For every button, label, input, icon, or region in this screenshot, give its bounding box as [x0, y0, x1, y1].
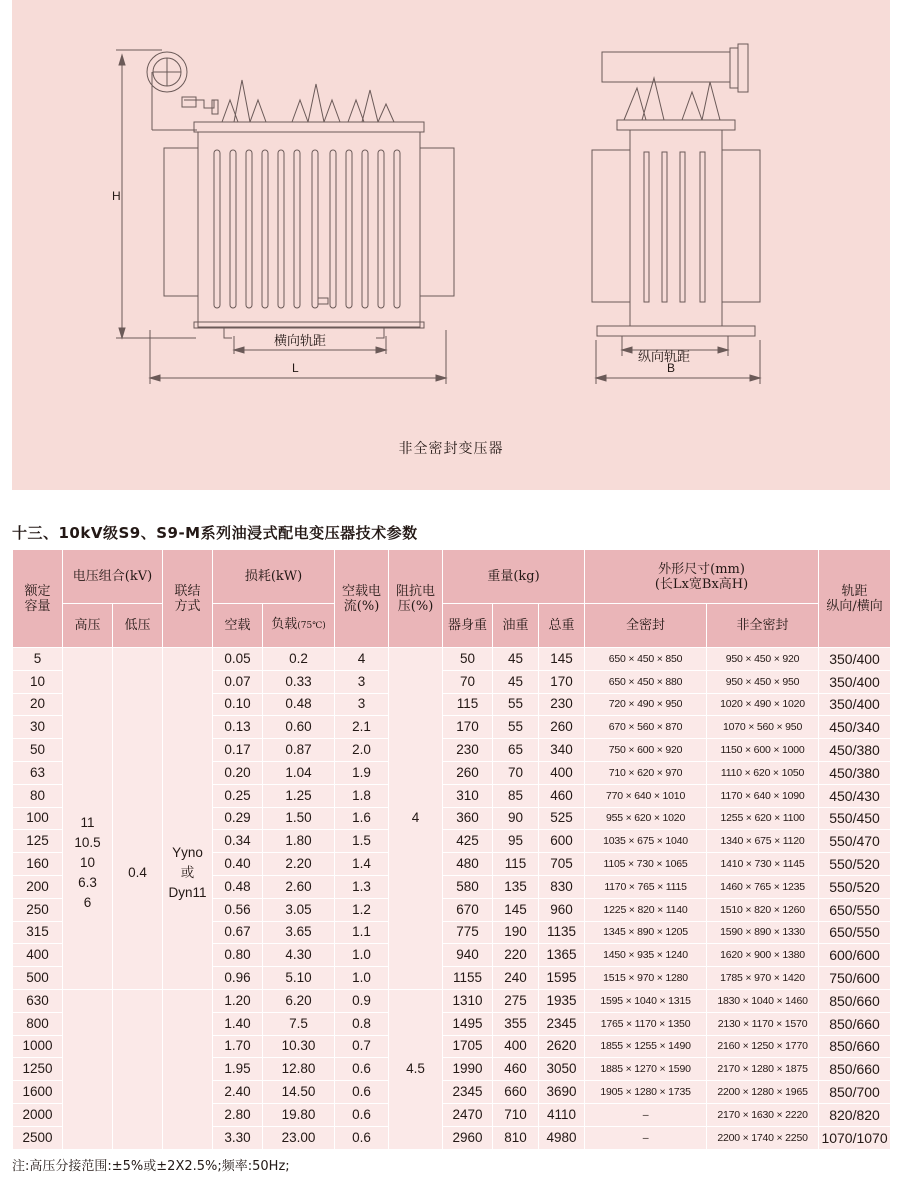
cell-fully-sealed-dim: 1450 × 935 × 1240 — [585, 944, 707, 967]
transformer-drawing — [12, 0, 890, 490]
cell-oil-weight: 810 — [493, 1126, 539, 1149]
cell-impedance: 4 — [389, 648, 443, 990]
cell-capacity: 20 — [13, 693, 63, 716]
cell-oil-weight: 400 — [493, 1035, 539, 1058]
header-fully-sealed: 全密封 — [585, 604, 707, 648]
cell-no-load-current: 1.8 — [335, 784, 389, 807]
cell-no-load-current: 0.8 — [335, 1012, 389, 1035]
cell-no-load-current: 1.3 — [335, 875, 389, 898]
cell-oil-weight: 355 — [493, 1012, 539, 1035]
cell-track: 450/380 — [819, 761, 891, 784]
cell-body-weight: 670 — [443, 898, 493, 921]
cell-total-weight: 1935 — [539, 989, 585, 1012]
cell-fully-sealed-dim: 955 × 620 × 1020 — [585, 807, 707, 830]
hv-value: 10 — [79, 855, 96, 871]
table-body — [13, 648, 891, 1150]
cell-oil-weight: 115 — [493, 853, 539, 876]
cell-load-loss: 4.30 — [263, 944, 335, 967]
header-load-temp: (75℃) — [297, 621, 326, 631]
cell-hv-blank — [63, 989, 113, 1149]
cell-capacity: 10 — [13, 670, 63, 693]
cell-non-sealed-dim: 1150 × 600 × 1000 — [707, 739, 819, 762]
cell-fully-sealed-dim: – — [585, 1126, 707, 1149]
cell-no-load-current: 0.6 — [335, 1081, 389, 1104]
cell-no-load-loss: 0.80 — [213, 944, 263, 967]
cell-total-weight: 830 — [539, 875, 585, 898]
cell-capacity: 315 — [13, 921, 63, 944]
cell-track: 450/340 — [819, 716, 891, 739]
cell-total-weight: 400 — [539, 761, 585, 784]
cell-track: 600/600 — [819, 944, 891, 967]
cell-oil-weight: 135 — [493, 875, 539, 898]
cell-fully-sealed-dim: 1855 × 1255 × 1490 — [585, 1035, 707, 1058]
cell-track: 650/550 — [819, 921, 891, 944]
cell-body-weight: 480 — [443, 853, 493, 876]
cell-load-loss: 3.65 — [263, 921, 335, 944]
cell-no-load-current: 1.0 — [335, 944, 389, 967]
cell-non-sealed-dim: 2200 × 1740 × 2250 — [707, 1126, 819, 1149]
cell-track: 850/700 — [819, 1081, 891, 1104]
cell-fully-sealed-dim: 1885 × 1270 × 1590 — [585, 1058, 707, 1081]
cell-capacity: 800 — [13, 1012, 63, 1035]
cell-non-sealed-dim: 1590 × 890 × 1330 — [707, 921, 819, 944]
cell-non-sealed-dim: 2170 × 1630 × 2220 — [707, 1103, 819, 1126]
cell-body-weight: 775 — [443, 921, 493, 944]
cell-no-load-current: 3 — [335, 670, 389, 693]
cell-oil-weight: 460 — [493, 1058, 539, 1081]
cell-fully-sealed-dim: 710 × 620 × 970 — [585, 761, 707, 784]
cell-no-load-loss: 0.56 — [213, 898, 263, 921]
cell-body-weight: 70 — [443, 670, 493, 693]
cell-total-weight: 1595 — [539, 967, 585, 990]
cell-oil-weight: 240 — [493, 967, 539, 990]
cell-total-weight: 4980 — [539, 1126, 585, 1149]
header-track-title: 轨距 — [841, 583, 868, 599]
cell-track: 650/550 — [819, 898, 891, 921]
cell-total-weight: 3690 — [539, 1081, 585, 1104]
cell-no-load-loss: 0.48 — [213, 875, 263, 898]
cell-no-load-loss: 0.25 — [213, 784, 263, 807]
cell-fully-sealed-dim: 1105 × 730 × 1065 — [585, 853, 707, 876]
cell-body-weight: 940 — [443, 944, 493, 967]
cell-total-weight: 2620 — [539, 1035, 585, 1058]
cell-fully-sealed-dim: 750 × 600 × 920 — [585, 739, 707, 762]
cell-load-loss: 5.10 — [263, 967, 335, 990]
connection-value: 或 — [180, 865, 195, 881]
cell-capacity: 2000 — [13, 1103, 63, 1126]
cell-no-load-loss: 0.96 — [213, 967, 263, 990]
header-track-sub: 纵向/横向 — [826, 598, 883, 614]
cell-capacity: 160 — [13, 853, 63, 876]
cell-no-load-loss: 1.95 — [213, 1058, 263, 1081]
cell-oil-weight: 65 — [493, 739, 539, 762]
cell-track: 350/400 — [819, 670, 891, 693]
cell-non-sealed-dim: 1110 × 620 × 1050 — [707, 761, 819, 784]
cell-track: 450/430 — [819, 784, 891, 807]
cell-fully-sealed-dim: 720 × 490 × 950 — [585, 693, 707, 716]
cell-no-load-loss: 0.34 — [213, 830, 263, 853]
cell-track: 850/660 — [819, 1012, 891, 1035]
cell-oil-weight: 55 — [493, 716, 539, 739]
header-no-load-current: 空载电流(%) — [335, 550, 389, 648]
cell-no-load-current: 0.7 — [335, 1035, 389, 1058]
cell-total-weight: 340 — [539, 739, 585, 762]
cell-no-load-current: 1.9 — [335, 761, 389, 784]
cell-fully-sealed-dim: – — [585, 1103, 707, 1126]
cell-connection-blank — [163, 989, 213, 1149]
header-hv: 高压 — [63, 604, 113, 648]
cell-oil-weight: 95 — [493, 830, 539, 853]
cell-body-weight: 1990 — [443, 1058, 493, 1081]
cell-capacity: 500 — [13, 967, 63, 990]
cell-oil-weight: 90 — [493, 807, 539, 830]
cell-total-weight: 170 — [539, 670, 585, 693]
header-no-load: 空载 — [213, 604, 263, 648]
cell-connection — [163, 648, 213, 990]
cell-capacity: 63 — [13, 761, 63, 784]
header-load — [263, 604, 335, 648]
cell-fully-sealed-dim: 650 × 450 × 850 — [585, 648, 707, 671]
header-non-sealed: 非全密封 — [707, 604, 819, 648]
cell-track: 850/660 — [819, 1035, 891, 1058]
cell-total-weight: 460 — [539, 784, 585, 807]
cell-no-load-loss: 0.13 — [213, 716, 263, 739]
cell-oil-weight: 45 — [493, 670, 539, 693]
cell-body-weight: 1705 — [443, 1035, 493, 1058]
cell-no-load-current: 1.5 — [335, 830, 389, 853]
cell-capacity: 80 — [13, 784, 63, 807]
header-load-label: 负载 — [271, 617, 298, 632]
hv-value: 6 — [83, 895, 92, 911]
cell-no-load-current: 1.2 — [335, 898, 389, 921]
spec-table — [12, 549, 891, 1150]
cell-track: 350/400 — [819, 693, 891, 716]
cell-body-weight: 2960 — [443, 1126, 493, 1149]
table-header — [13, 550, 891, 648]
cell-oil-weight: 710 — [493, 1103, 539, 1126]
cell-non-sealed-dim: 2200 × 1280 × 1965 — [707, 1081, 819, 1104]
cell-non-sealed-dim: 1020 × 490 × 1020 — [707, 693, 819, 716]
header-voltage-combo: 电压组合(kV) — [63, 550, 163, 604]
cell-load-loss: 0.48 — [263, 693, 335, 716]
cell-body-weight: 230 — [443, 739, 493, 762]
cell-track: 850/660 — [819, 989, 891, 1012]
transformer-diagram — [12, 0, 890, 490]
cell-oil-weight: 190 — [493, 921, 539, 944]
cell-body-weight: 1310 — [443, 989, 493, 1012]
cell-capacity: 400 — [13, 944, 63, 967]
cell-lv-value: 0.4 — [113, 648, 163, 990]
connection-value: Dyn11 — [168, 885, 207, 901]
cell-total-weight: 705 — [539, 853, 585, 876]
cell-load-loss: 6.20 — [263, 989, 335, 1012]
cell-fully-sealed-dim: 1515 × 970 × 1280 — [585, 967, 707, 990]
cell-body-weight: 425 — [443, 830, 493, 853]
cell-track: 450/380 — [819, 739, 891, 762]
cell-no-load-current: 1.0 — [335, 967, 389, 990]
cell-load-loss: 2.20 — [263, 853, 335, 876]
cell-body-weight: 310 — [443, 784, 493, 807]
cell-no-load-loss: 2.80 — [213, 1103, 263, 1126]
label-horizontal-track: 横向轨距 — [274, 334, 327, 349]
cell-no-load-loss: 3.30 — [213, 1126, 263, 1149]
cell-no-load-current: 3 — [335, 693, 389, 716]
cell-no-load-current: 1.1 — [335, 921, 389, 944]
cell-no-load-current: 1.4 — [335, 853, 389, 876]
cell-no-load-current: 0.9 — [335, 989, 389, 1012]
header-body-weight: 器身重 — [443, 604, 493, 648]
cell-capacity: 100 — [13, 807, 63, 830]
cell-no-load-current: 2.1 — [335, 716, 389, 739]
cell-non-sealed-dim: 1785 × 970 × 1420 — [707, 967, 819, 990]
hv-value: 11 — [80, 815, 95, 831]
cell-capacity: 1250 — [13, 1058, 63, 1081]
cell-no-load-current: 0.6 — [335, 1103, 389, 1126]
cell-non-sealed-dim: 2160 × 1250 × 1770 — [707, 1035, 819, 1058]
cell-lv-blank — [113, 989, 163, 1149]
cell-fully-sealed-dim: 670 × 560 × 870 — [585, 716, 707, 739]
cell-capacity: 2500 — [13, 1126, 63, 1149]
header-track — [819, 550, 891, 648]
cell-non-sealed-dim: 1410 × 730 × 1145 — [707, 853, 819, 876]
cell-fully-sealed-dim: 1345 × 890 × 1205 — [585, 921, 707, 944]
cell-capacity: 50 — [13, 739, 63, 762]
cell-oil-weight: 45 — [493, 648, 539, 671]
cell-no-load-loss: 0.05 — [213, 648, 263, 671]
cell-fully-sealed-dim: 1765 × 1170 × 1350 — [585, 1012, 707, 1035]
cell-oil-weight: 70 — [493, 761, 539, 784]
cell-oil-weight: 85 — [493, 784, 539, 807]
hv-value: 6.3 — [78, 875, 97, 891]
cell-non-sealed-dim: 1170 × 640 × 1090 — [707, 784, 819, 807]
cell-non-sealed-dim: 1255 × 620 × 1100 — [707, 807, 819, 830]
label-B: B — [667, 361, 676, 375]
cell-load-loss: 23.00 — [263, 1126, 335, 1149]
cell-load-loss: 1.50 — [263, 807, 335, 830]
header-connection: 联结方式 — [163, 550, 213, 648]
cell-fully-sealed-dim: 1035 × 675 × 1040 — [585, 830, 707, 853]
cell-non-sealed-dim: 2130 × 1170 × 1570 — [707, 1012, 819, 1035]
cell-load-loss: 7.5 — [263, 1012, 335, 1035]
cell-no-load-loss: 2.40 — [213, 1081, 263, 1104]
cell-no-load-loss: 1.40 — [213, 1012, 263, 1035]
cell-non-sealed-dim: 1830 × 1040 × 1460 — [707, 989, 819, 1012]
connection-value: Yyno — [172, 845, 203, 861]
cell-no-load-current: 1.6 — [335, 807, 389, 830]
cell-non-sealed-dim: 1620 × 900 × 1380 — [707, 944, 819, 967]
header-total-weight: 总重 — [539, 604, 585, 648]
header-dimensions-sub: (长Lx宽Bx高H) — [654, 576, 749, 592]
cell-track: 550/450 — [819, 807, 891, 830]
cell-load-loss: 19.80 — [263, 1103, 335, 1126]
cell-body-weight: 360 — [443, 807, 493, 830]
label-L: L — [292, 361, 299, 375]
cell-oil-weight: 55 — [493, 693, 539, 716]
label-H: H — [112, 189, 121, 203]
cell-fully-sealed-dim: 770 × 640 × 1010 — [585, 784, 707, 807]
cell-track: 1070/1070 — [819, 1126, 891, 1149]
cell-no-load-loss: 0.17 — [213, 739, 263, 762]
cell-non-sealed-dim: 2170 × 1280 × 1875 — [707, 1058, 819, 1081]
cell-capacity: 630 — [13, 989, 63, 1012]
page-title: 十三、10kV级S9、S9-M系列油浸式配电变压器技术参数 — [12, 524, 418, 542]
cell-non-sealed-dim: 1460 × 765 × 1235 — [707, 875, 819, 898]
cell-fully-sealed-dim: 1905 × 1280 × 1735 — [585, 1081, 707, 1104]
cell-no-load-loss: 0.07 — [213, 670, 263, 693]
cell-oil-weight: 145 — [493, 898, 539, 921]
cell-no-load-loss: 0.29 — [213, 807, 263, 830]
cell-oil-weight: 660 — [493, 1081, 539, 1104]
cell-total-weight: 1365 — [539, 944, 585, 967]
cell-track: 550/470 — [819, 830, 891, 853]
cell-total-weight: 960 — [539, 898, 585, 921]
cell-track: 350/400 — [819, 648, 891, 671]
cell-load-loss: 14.50 — [263, 1081, 335, 1104]
cell-load-loss: 1.25 — [263, 784, 335, 807]
cell-capacity: 250 — [13, 898, 63, 921]
cell-non-sealed-dim: 1510 × 820 × 1260 — [707, 898, 819, 921]
cell-total-weight: 260 — [539, 716, 585, 739]
cell-total-weight: 4110 — [539, 1103, 585, 1126]
cell-load-loss: 0.33 — [263, 670, 335, 693]
cell-no-load-current: 0.6 — [335, 1126, 389, 1149]
cell-capacity: 125 — [13, 830, 63, 853]
cell-fully-sealed-dim: 650 × 450 × 880 — [585, 670, 707, 693]
cell-non-sealed-dim: 1070 × 560 × 950 — [707, 716, 819, 739]
cell-fully-sealed-dim: 1595 × 1040 × 1315 — [585, 989, 707, 1012]
table-row — [13, 648, 891, 671]
cell-load-loss: 0.60 — [263, 716, 335, 739]
cell-no-load-loss: 0.20 — [213, 761, 263, 784]
footnote: 注:高压分接范围:±5%或±2X2.5%;频率:50Hz; — [12, 1159, 290, 1174]
header-lv: 低压 — [113, 604, 163, 648]
cell-no-load-loss: 0.10 — [213, 693, 263, 716]
diagram-caption: 非全密封变压器 — [398, 441, 504, 457]
cell-load-loss: 0.2 — [263, 648, 335, 671]
cell-oil-weight: 275 — [493, 989, 539, 1012]
cell-track: 820/820 — [819, 1103, 891, 1126]
cell-total-weight: 145 — [539, 648, 585, 671]
cell-track: 550/520 — [819, 853, 891, 876]
cell-capacity: 1000 — [13, 1035, 63, 1058]
cell-load-loss: 12.80 — [263, 1058, 335, 1081]
cell-load-loss: 3.05 — [263, 898, 335, 921]
cell-load-loss: 0.87 — [263, 739, 335, 762]
cell-non-sealed-dim: 1340 × 675 × 1120 — [707, 830, 819, 853]
cell-fully-sealed-dim: 1225 × 820 × 1140 — [585, 898, 707, 921]
cell-no-load-loss: 1.20 — [213, 989, 263, 1012]
cell-no-load-current: 0.6 — [335, 1058, 389, 1081]
cell-body-weight: 1155 — [443, 967, 493, 990]
cell-body-weight: 170 — [443, 716, 493, 739]
cell-total-weight: 230 — [539, 693, 585, 716]
cell-track: 850/660 — [819, 1058, 891, 1081]
cell-capacity: 30 — [13, 716, 63, 739]
cell-oil-weight: 220 — [493, 944, 539, 967]
cell-track: 550/520 — [819, 875, 891, 898]
cell-non-sealed-dim: 950 × 450 × 920 — [707, 648, 819, 671]
cell-total-weight: 2345 — [539, 1012, 585, 1035]
cell-body-weight: 1495 — [443, 1012, 493, 1035]
cell-load-loss: 1.80 — [263, 830, 335, 853]
cell-body-weight: 50 — [443, 648, 493, 671]
cell-total-weight: 1135 — [539, 921, 585, 944]
cell-load-loss: 1.04 — [263, 761, 335, 784]
cell-no-load-current: 4 — [335, 648, 389, 671]
header-weight: 重量(kg) — [443, 550, 585, 604]
cell-track: 750/600 — [819, 967, 891, 990]
cell-hv-values — [63, 648, 113, 990]
cell-body-weight: 2470 — [443, 1103, 493, 1126]
table-row — [13, 989, 891, 1012]
header-rated-capacity: 额定容量 — [13, 550, 63, 648]
cell-capacity: 200 — [13, 875, 63, 898]
cell-non-sealed-dim: 950 × 450 × 950 — [707, 670, 819, 693]
header-oil-weight: 油重 — [493, 604, 539, 648]
cell-body-weight: 2345 — [443, 1081, 493, 1104]
cell-no-load-loss: 0.40 — [213, 853, 263, 876]
cell-body-weight: 115 — [443, 693, 493, 716]
header-dimensions-title: 外形尺寸(mm) — [658, 561, 745, 577]
label-longitudinal-track: 纵向轨距 — [638, 350, 691, 365]
header-impedance: 阻抗电压(%) — [389, 550, 443, 648]
cell-no-load-current: 2.0 — [335, 739, 389, 762]
cell-capacity: 1600 — [13, 1081, 63, 1104]
cell-no-load-loss: 1.70 — [213, 1035, 263, 1058]
cell-impedance: 4.5 — [389, 989, 443, 1149]
header-loss: 损耗(kW) — [213, 550, 335, 604]
cell-body-weight: 260 — [443, 761, 493, 784]
hv-value: 10.5 — [74, 835, 101, 851]
cell-no-load-loss: 0.67 — [213, 921, 263, 944]
cell-body-weight: 580 — [443, 875, 493, 898]
cell-load-loss: 2.60 — [263, 875, 335, 898]
cell-total-weight: 600 — [539, 830, 585, 853]
cell-load-loss: 10.30 — [263, 1035, 335, 1058]
cell-fully-sealed-dim: 1170 × 765 × 1115 — [585, 875, 707, 898]
cell-total-weight: 525 — [539, 807, 585, 830]
cell-total-weight: 3050 — [539, 1058, 585, 1081]
cell-capacity: 5 — [13, 648, 63, 671]
header-dimensions — [585, 550, 819, 604]
